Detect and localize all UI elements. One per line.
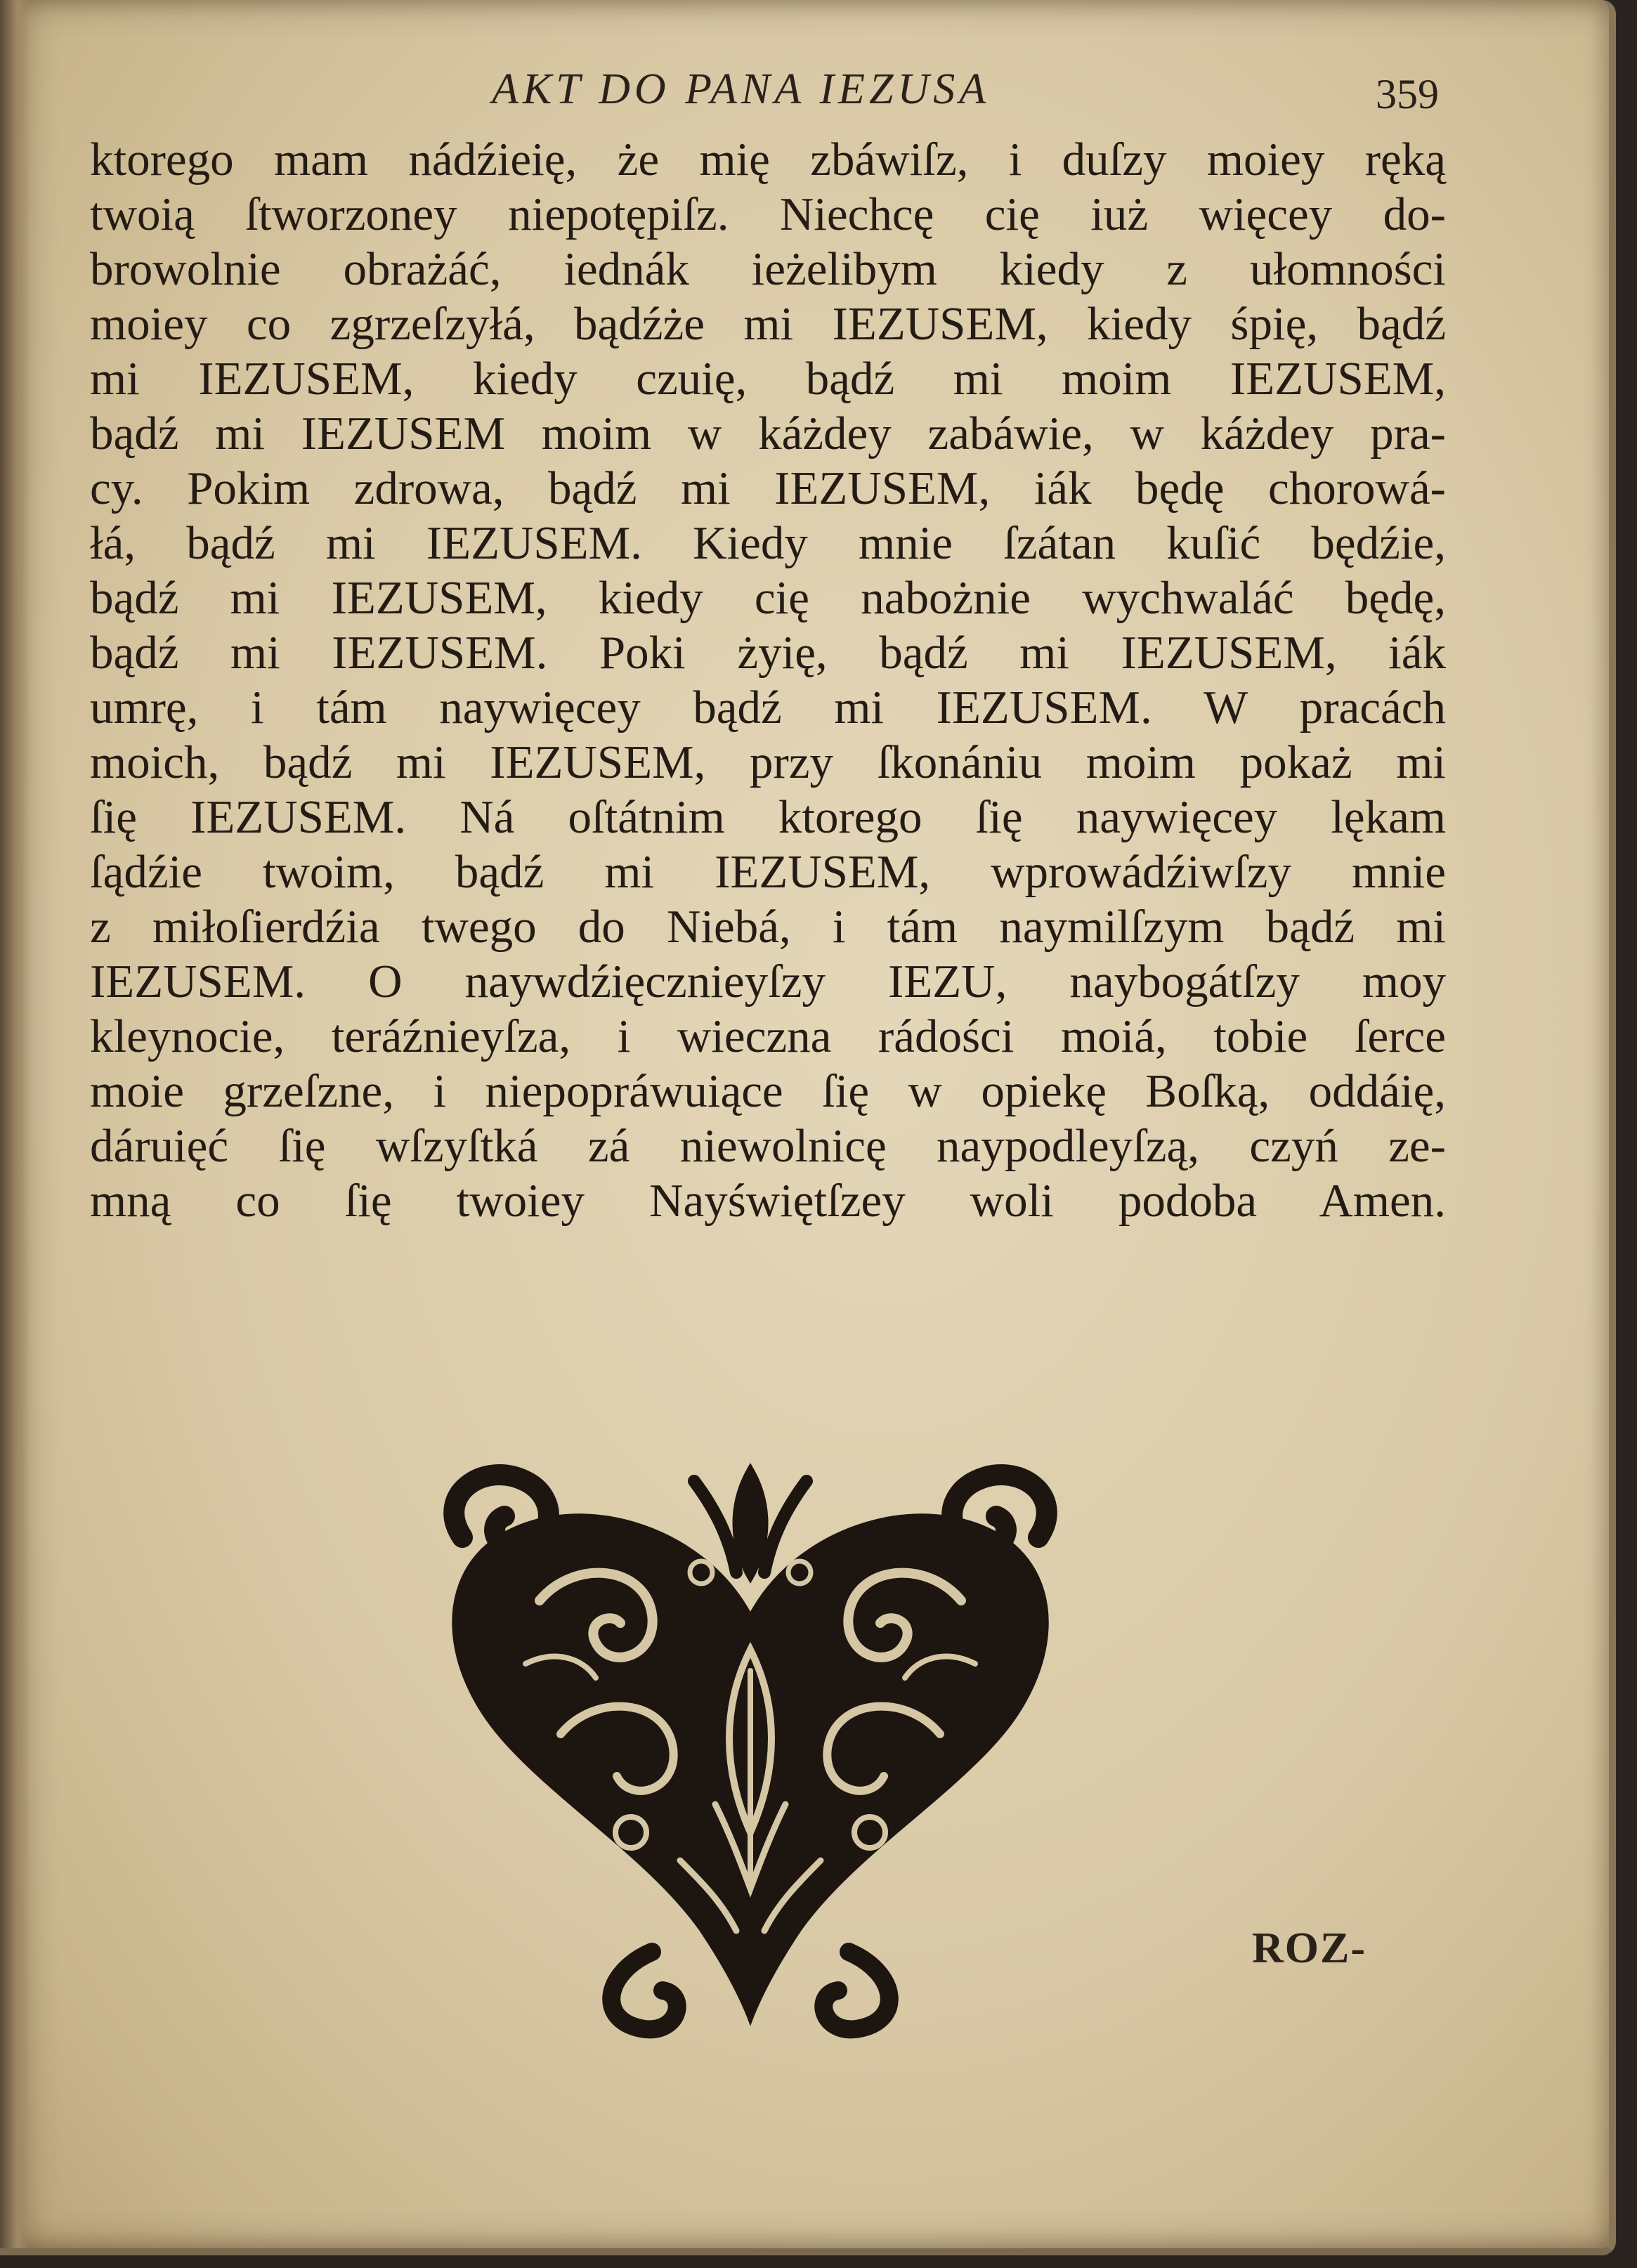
text-line: dáruięć ſię wſzyſtká zá niewolnicę naypodleyſzą, czyń ze- <box>90 1120 1446 1172</box>
text-line: bądź mi IEZUSEM moim w káżdey zabáwie, w káżdey pra- <box>90 408 1446 460</box>
text-line: umrę, i tám naywięcey bądź mi IEZUSEM. W pracách <box>90 682 1446 734</box>
page-header <box>0 65 1609 128</box>
text-line: z miłoſierdźia twego do Niebá, i tám naymilſzym bądź mi <box>90 901 1446 953</box>
text-line: twoią ſtworzoney niepotępiſz. Niechcę cię iuż więcey do- <box>90 188 1446 240</box>
text-line: moich, bądź mi IEZUSEM, przy ſkonániu moim pokaż mi <box>90 736 1446 788</box>
text-line: ſądźie twoim, bądź mi IEZUSEM, wprowádźiwſzy mnie <box>90 846 1446 898</box>
text-line: ktorego mam nádźieię, że mię zbáwiſz, i duſzy moiey ręką <box>90 133 1446 185</box>
text-line: IEZUSEM. O naywdźięcznieyſzy IEZU, naybogátſzy moy <box>90 956 1446 1008</box>
text-line: browolnie obrażáć, iednák ieżelibym kiedy z ułomności <box>90 243 1446 295</box>
text-line: mną co ſię twoiey Nayświętſzey woli podoba Amen. <box>90 1175 1446 1227</box>
text-line: cy. Pokim zdrowa, bądź mi IEZUSEM, iák będę chorowá- <box>90 462 1446 514</box>
text-line: kleynocie, teráźnieyſza, i wieczna rádości moiá, tobie ſerce <box>90 1010 1446 1062</box>
text-line: bądź mi IEZUSEM, kiedy cię nabożnie wychwaláć będę, <box>90 572 1446 624</box>
catchword: ROZ- <box>1252 1924 1367 1972</box>
page-number: 359 <box>1376 71 1439 117</box>
text-line: łá, bądź mi IEZUSEM. Kiedy mnie ſzátan kuſić będźie, <box>90 517 1446 569</box>
text-line: ſię IEZUSEM. Ná oſtátnim ktorego ſię naywięcey lękam <box>90 791 1446 843</box>
text-line: bądź mi IEZUSEM. Poki żyię, bądź mi IEZUSEM, iák <box>90 627 1446 679</box>
text-line: moiey co zgrzeſzyłá, bądźże mi IEZUSEM, kiedy śpię, bądź <box>90 298 1446 350</box>
running-head: AKT DO PANA IEZUSA <box>492 65 991 113</box>
floral-tailpiece-ornament-icon <box>420 1439 1081 2043</box>
body-text <box>90 132 1446 1228</box>
text-line: moie grzeſzne, i niepopráwuiące ſię w opiekę Boſką, oddáię, <box>90 1065 1446 1117</box>
text-line: mi IEZUSEM, kiedy czuię, bądź mi moim IEZUSEM, <box>90 353 1446 405</box>
page-gutter <box>0 0 30 2248</box>
